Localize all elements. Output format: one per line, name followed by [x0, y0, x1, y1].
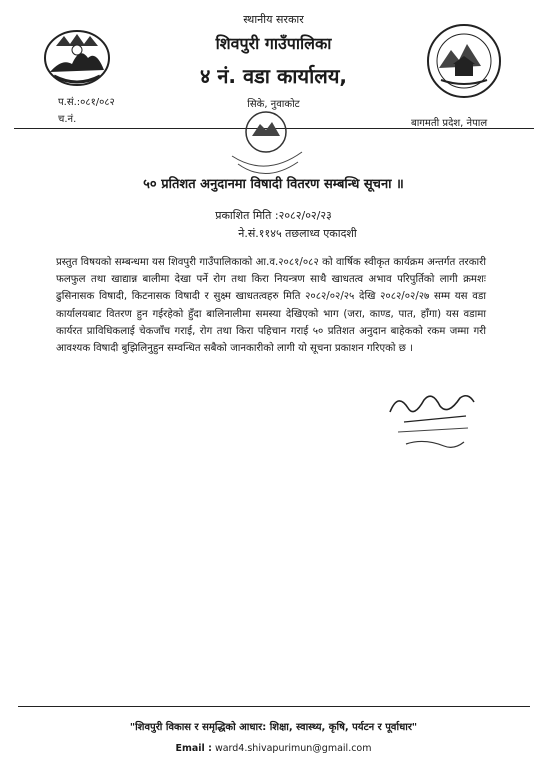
reference-number: प.सं.:०८१/०८२	[58, 97, 115, 108]
office-name: ४ नं. वडा कार्यालय,	[199, 64, 348, 88]
notice-body: प्रस्तुत विषयको सम्बन्धमा यस शिवपुरी गाउँपालिकाको आ.व.२०८१/०८२ को वार्षिक स्वीकृत कार्यक्रम अन्तर्गत तरकारी फलफुल तथा खाद्यान्न बालीमा देखा पर्ने रोग तथा किरा नियन्त्रण साथै खाधतत्व अभाव परिपुर्तिको लागी क्रमशः ढुसिनासक विषादी, किटनासक विषादी र सुक्ष्म खाधतत्वहरु मिति २०८२/०२/२५ देखि २०८२/०२/२७ सम्म यस वडा कार्यालयबाट वितरण हुन गईरहेको हुँदा बालिनालीमा समस्या देखिएको भाग (जरा, काण्ड, पात, हाँगा) यस वडामा कार्यरत प्राविधिकलाई चेकजाँच गराई, रोग तथा किरा पहिचान गराई ५० प्रतिशत अनुदान बाहेकको रकम जम्मा गरी आवश्यक विषादी बुझिलिनुहुन सम्वन्धित सबैको जानकारीको लागी यो सूचना प्रकाशन गरिएको छ ।	[56, 257, 486, 355]
dispatch-number: च.नं.	[58, 114, 77, 125]
published-date: प्रकाशित मिति :२०८२/०२/२३	[215, 209, 332, 222]
government-label: स्थानीय सरकार	[243, 13, 304, 26]
footer-motto: "शिवपुरी विकास र समृद्धिको आधार: शिक्षा, स्वास्थ्य, कृषि, पर्यटन र पूर्वाधार"	[129, 722, 418, 733]
municipality-name: शिवपुरी गाउँपालिका	[215, 34, 332, 53]
email-address[interactable]: ward4.shivapurimun@gmail.com	[214, 743, 372, 754]
notice-title: ५० प्रतिशत अनुदानमा विषादी वितरण सम्बन्धि सूचना ॥	[143, 177, 404, 192]
office-stamp-icon	[222, 104, 310, 184]
signature-icon	[384, 388, 480, 458]
email-label: Email :	[175, 743, 212, 754]
footer-divider	[18, 706, 530, 707]
footer-email	[0, 743, 547, 754]
office-location: सिके, नुवाकोट	[247, 99, 300, 110]
province-label: बागमती प्रदेश, नेपाल	[411, 118, 488, 129]
nepal-samvat-date: ने.सं.११४५ तछलाध्व एकादशी	[238, 227, 357, 240]
